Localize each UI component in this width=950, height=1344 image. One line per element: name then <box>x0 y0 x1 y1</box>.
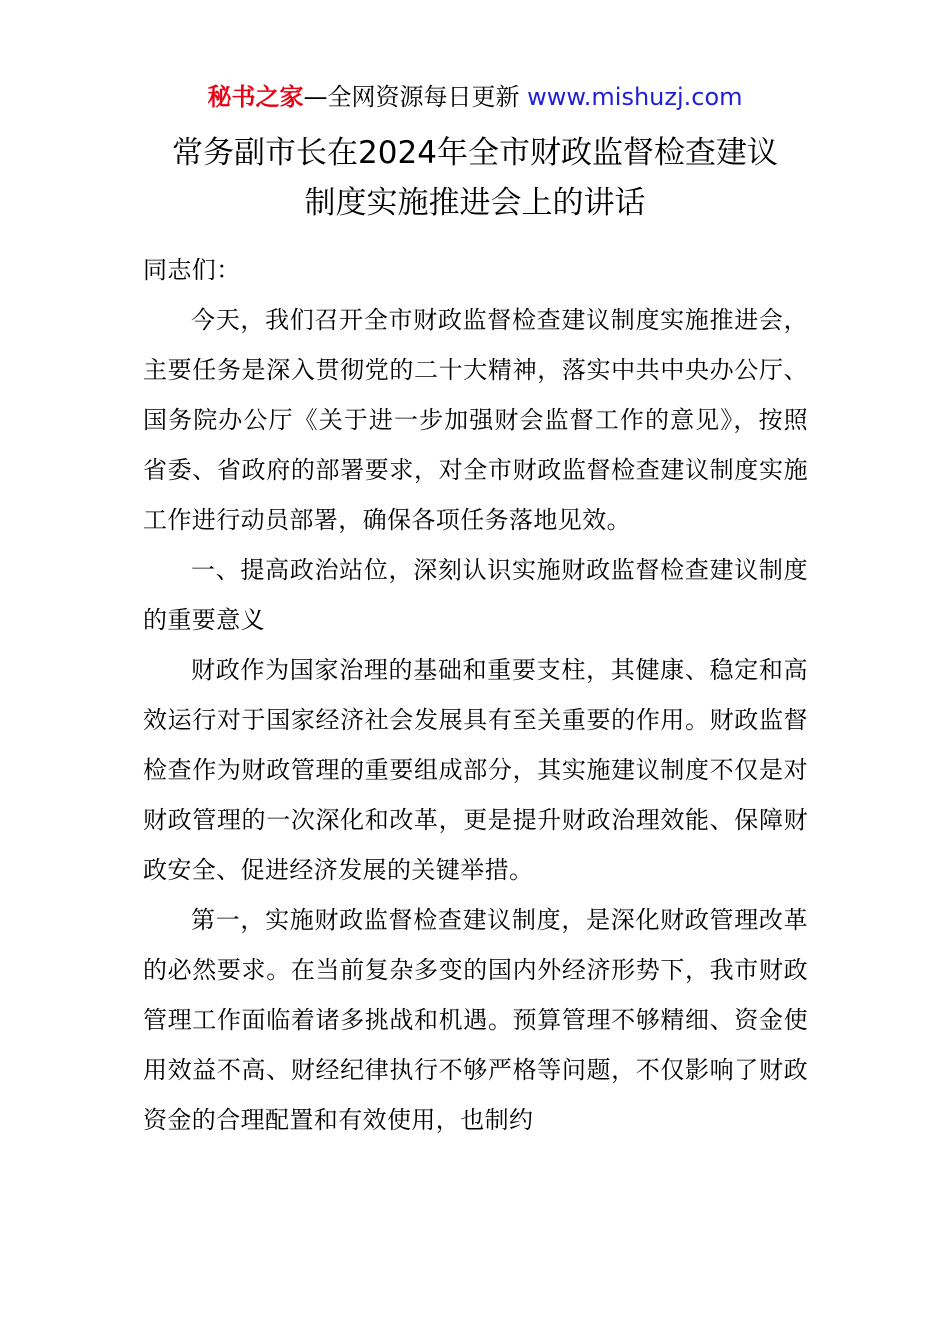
site-header <box>0 80 950 114</box>
section-heading-1: 一、提高政治站位，深刻认识实施财政监督检查建议制度的重要意义 <box>143 556 808 634</box>
document-body <box>143 245 808 1145</box>
site-brand: 秘书之家 <box>207 83 304 111</box>
document-title <box>0 128 950 228</box>
site-tagline: —全网资源每日更新 <box>303 83 520 111</box>
salutation: 同志们： <box>143 256 241 284</box>
paragraph-finance-role: 财政作为国家治理的基础和重要支柱，其健康、稳定和高效运行对于国家经济社会发展具有至关重要的作用。财政监督检查作为财政管理的重要组成部分，其实施建议制度不仅是对财政管理的一次深化和改革，更是提升财政治理效能、保障财政安全、促进经济发展的关键举措。 <box>143 656 808 884</box>
paragraph-first-point: 第一，实施财政监督检查建议制度，是深化财政管理改革的必然要求。在当前复杂多变的国内外经济形势下，我市财政管理工作面临着诸多挑战和机遇。预算管理不够精细、资金使用效益不高、财经纪律执行不够严格等问题，不仅影响了财政资金的合理配置和有效使用，也制约 <box>143 906 808 1134</box>
title-line-2: 制度实施推进会上的讲话 <box>304 185 646 221</box>
title-line-1: 常务副市长在2024年全市财政监督检查建议 <box>172 135 778 171</box>
site-url-link[interactable]: www.mishuzj.com <box>527 83 743 111</box>
paragraph-intro: 今天，我们召开全市财政监督检查建议制度实施推进会，主要任务是深入贯彻党的二十大精神，落实中共中央办公厅、国务院办公厅《关于进一步加强财会监督工作的意见》，按照省委、省政府的部署要求，对全市财政监督检查建议制度实施工作进行动员部署，确保各项任务落地见效。 <box>143 306 808 534</box>
